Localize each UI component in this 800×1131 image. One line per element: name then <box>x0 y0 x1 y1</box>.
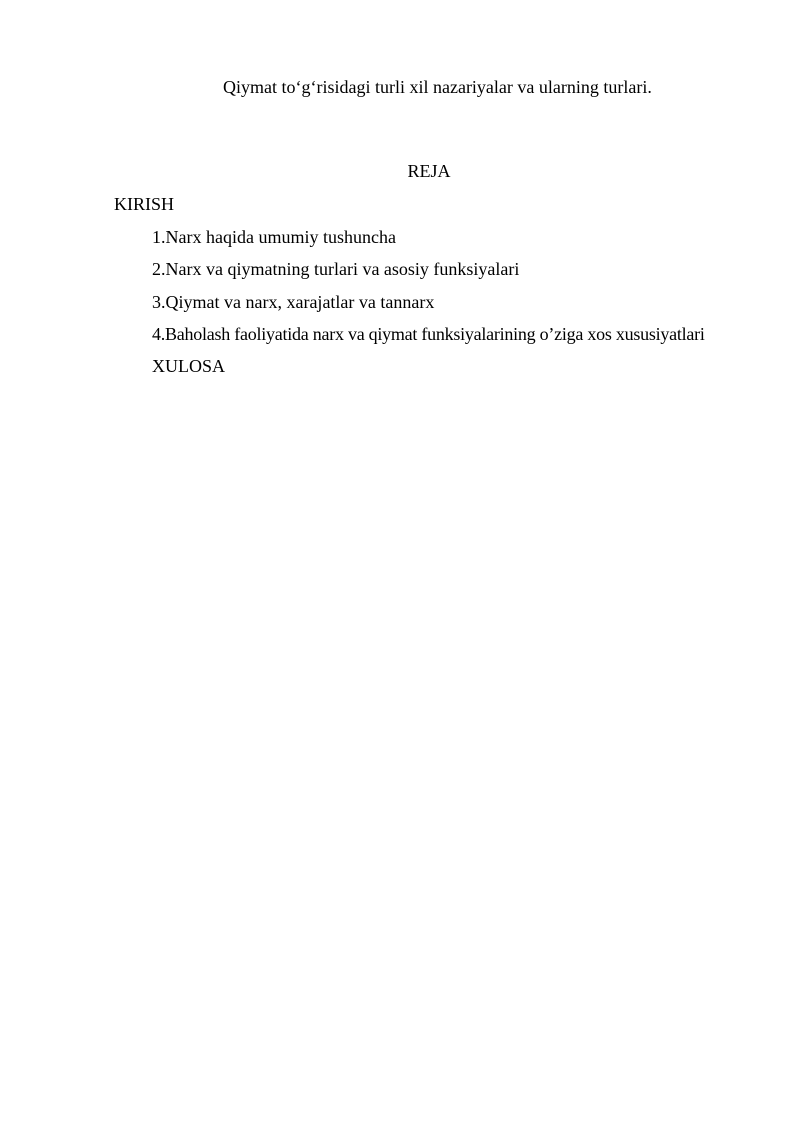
plan-item-2: 2.Narx va qiymatning turlari va asosiy funksiyalari <box>152 259 520 279</box>
conclusion-heading: XULOSA <box>152 356 226 376</box>
document-title: Qiymat to‘g‘risidagi turli xil nazariyalar va ularning turlari. <box>223 77 652 97</box>
plan-heading: REJA <box>407 161 451 181</box>
intro-heading: KIRISH <box>114 194 175 214</box>
plan-item-3: 3.Qiymat va narx, xarajatlar va tannarx <box>152 292 435 312</box>
plan-item-1: 1.Narx haqida umumiy tushuncha <box>152 227 396 247</box>
plan-item-4: 4.Baholash faoliyatida narx va qiymat funksiyalarining o’ziga xos xususiyatlari <box>152 324 705 344</box>
